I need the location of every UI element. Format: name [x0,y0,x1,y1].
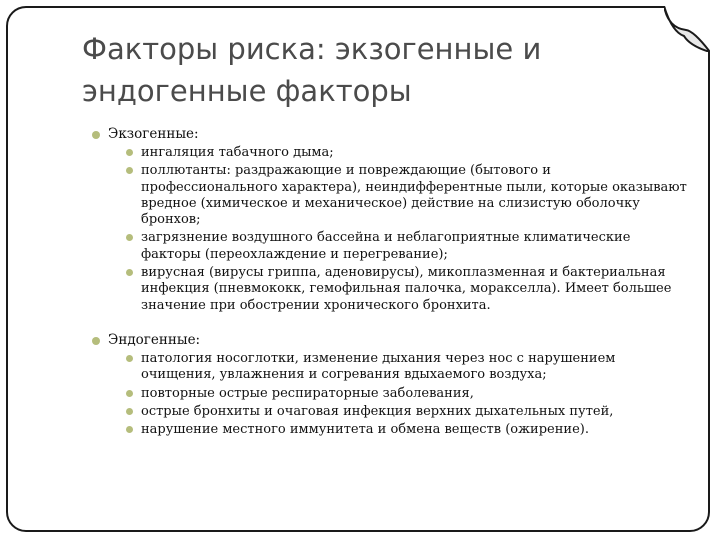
section-exogenous [90,126,690,314]
exogenous-list [108,145,690,314]
list-item [125,386,690,402]
list-item [125,422,690,438]
bullet-icon [126,390,133,397]
bullet-icon [126,355,133,362]
bullet-icon [126,149,133,156]
bullet-icon [92,131,100,139]
list-item [125,145,690,161]
section-endogenous [90,332,690,438]
section-heading: Экзогенные: [108,126,199,142]
list-item-text: ингаляция табачного дыма; [141,145,334,160]
bullet-icon [126,408,133,415]
section-heading: Эндогенные: [108,331,201,348]
list-item-text: повторные острые респираторные заболевания, [141,385,474,401]
bullet-icon [126,426,133,433]
list-item-text: загрязнение воздушного бассейна и неблагоприятные климатические факторы (переохлаждение и перегревание); [141,230,631,262]
bullet-icon [92,337,100,345]
list-item-text: нарушение местного иммунитета и обмена веществ (ожирение). [141,422,589,438]
slide-content [90,126,690,440]
bullet-icon [126,234,133,241]
list-item [125,230,690,263]
list-item [125,351,690,384]
list-item-text: патология носоглотки, изменение дыхания через нос с нарушением очищения, увлажнения и согревания вдыхаемого воздуха; [141,350,616,383]
list-item [125,404,690,420]
list-item-text: острые бронхиты и очаговая инфекция верхних дыхательных путей, [141,403,614,419]
bullet-icon [126,269,133,276]
list-item-text: поллютанты: раздражающие и повреждающие (бытового и профессионального характера), неиндифферентные пыли, которые оказывают вредное (химическое и механическое) действие на слизистую оболочку бронхов; [141,163,687,228]
list-item [125,163,690,228]
endogenous-list [108,351,690,438]
slide-frame [6,6,710,532]
bullet-icon [126,167,133,174]
slide-title: Факторы риска: экзогенные и эндогенные факторы [82,32,542,108]
list-item-text: вирусная (вирусы гриппа, аденовирусы), микоплазменная и бактериальная инфекция (пневмококк, гемофильная палочка, моракселла). Имеет большее значение при обострении хронического бронхита. [141,265,672,313]
list-item [125,265,690,314]
